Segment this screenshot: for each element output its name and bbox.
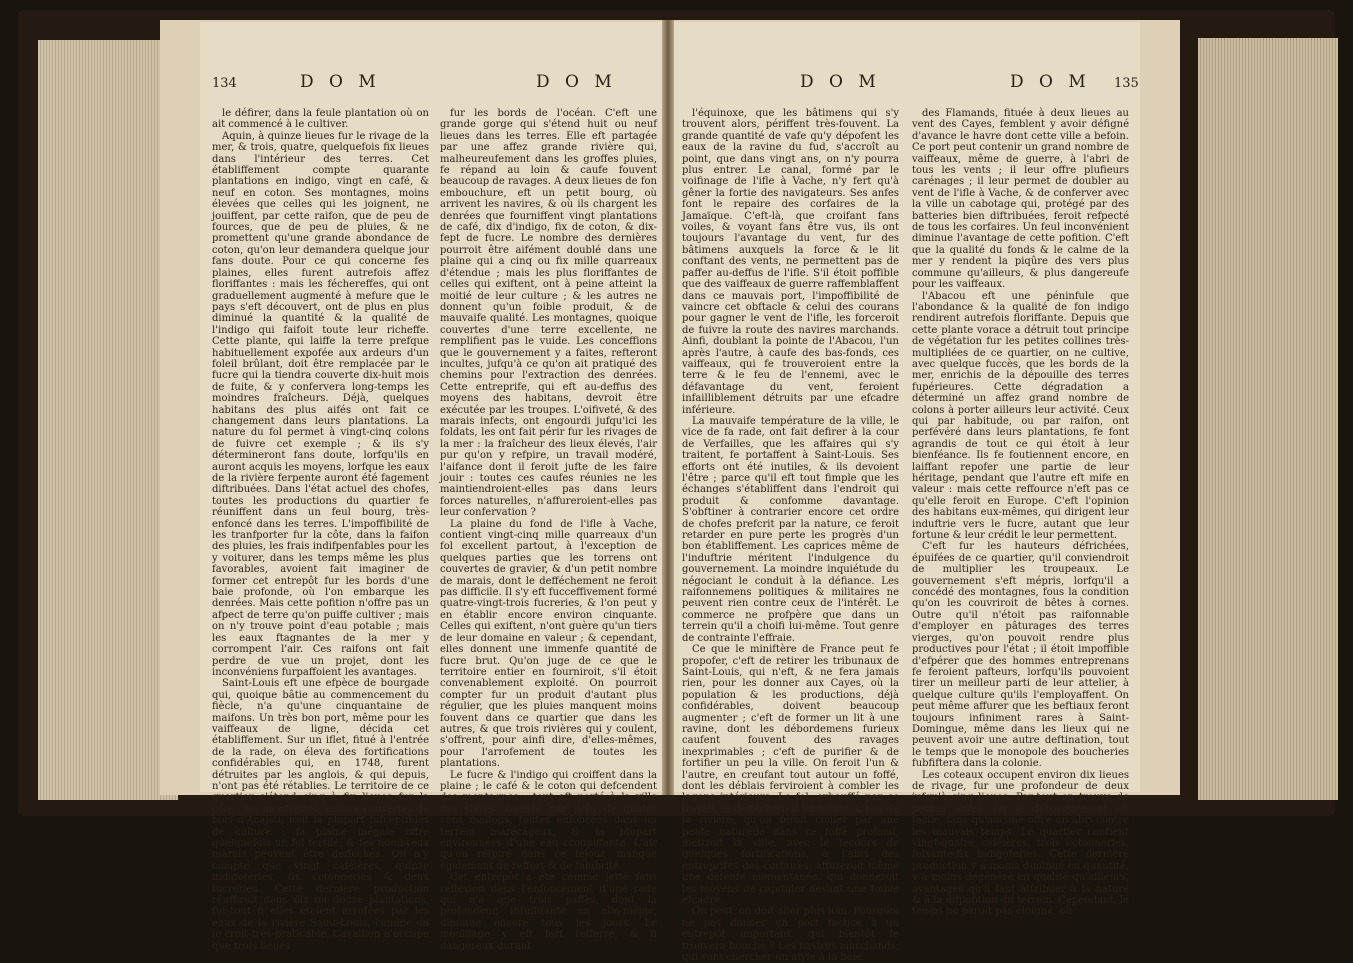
book-gutter <box>662 20 674 795</box>
left-running-head-left: D O M <box>300 72 381 92</box>
right-running-head-right: D O M <box>1010 72 1091 92</box>
paragraph: Le fucre & l'indigo qui croiffent dans la plaine ; le café & le coton qui defcendent des montagnes : tout eft porté à la ville des Cayes, formée par près de quatre cens maifons, toutes enfoncées dans un terrein marécageux, & la plupart environnées d'une eau croupiffante. L'air qu'on refpire dans ce féjour, manque également de reffort & de falubrité. <box>440 769 657 872</box>
left-page <box>200 22 662 952</box>
paragraph: La plaine du fond de l'ifle à Vache, contient vingt-cinq mille quarreaux d'un fol excellent partout, à l'exception de quelques parties que les torrens ont couvertes de gravier, & d'un petit nombre de marais, dont le defféchement ne feroit pas difficile. Il s'y eft fucceffivement formé quatre-vingt-trois fucreries, & l'on peut y en établir encore environ cinquante. Celles qui exiftent, n'ont guère qu'un tiers de leur domaine en valeur ; & cependant, elles donnent une immenfe quantité de fucre brut. Qu'on juge de ce que le territoire entier en fourniroit, s'il étoit convenablement exploité. On pourroit compter fur un produit d'autant plus régulier, que les pluies manquent moins fouvent dans ce quartier que dans les autres, & que trois rivières qui y coulent, s'offrent, pour ainfi dire, d'elles-mêmes, pour l'arrofement de toutes les plantations. <box>440 518 657 770</box>
paragraph: Aquin, à quinze lieues fur le rivage de la mer, & trois, quatre, quelquefois fix lieues dans l'intérieur des terres. Cet établiffement compte quarante plantations en indigo, vingt en café, & neuf en coton. Ses montagnes, moins élevées que celles qui les joignent, ne jouiffent, par cette raifon, que de peu de fources, que de peu de pluies, & ne promettent qu'une grande abondance de coton, qu'on leur demandera quelque jour fans doute. Pour ce qui concerne fes plaines, elles furent autrefois affez floriffantes : mais les féchereffes, qui ont graduellement augmenté à mefure que le pays s'eft découvert, ont de plus en plus diminué la quantité & la qualité de l'indigo qui faifoit toute leur richeffe. Cette plante, qui laiffe la terre prefque habituellement expofée aux ardeurs d'un foleil brûlant, doit être remplacée par le fucre qui la tiendra couverte dix-huit mois de fuite, & y confervera long-temps les moindres fraîcheurs. Déjà, quelques habitans des plus aifés ont fait ce changement dans leurs plantations. La nature du fol permet à vingt-cinq colons de fuivre cet exemple ; & ils s'y détermineront fans doute, lorfqu'ils en auront acquis les moyens, lorfque les eaux de la rivière ferpente auront été fagement diftribuées. Dans l'état actuel des chofes, toutes les productions du quartier fe réuniffent dans un feul bourg, très-enfoncé dans les terres. L'impoffibilité de les tranfporter fur la côte, dans la faifon des pluies, les frais indifpenfables pour les y voiturer, dans les temps même les plus favorables, avoient fait imaginer de former cet entrepôt fur les bords d'une baie profonde, où l'on embarque les denrées. Mais cette pofition n'offre pas un afpect de terre qu'on puiffe cultiver ; mais on n'y trouve point d'eau potable ; mais les eaux ftagnantes de la mer y corrompent l'air. Ces raifons ont fait perdre de vue un projet, dont les inconvéniens furpaffoient les avantages. <box>212 130 429 678</box>
paragraph: l'équinoxe, que les bâtimens qui s'y trouvent alors, périffent très-fouvent. La grande quantité de vafe qu'y dépofent les eaux de la ravine du fud, s'accroît au point, que dans vingt ans, on n'y pourra plus entrer. Le canal, formé par le voifinage de l'ifle à Vache, n'y fert qu'à gêner la fortie des navigateurs. Ses anfes font le repaire des corfaires de la Jamaïque. C'eft-là, que croifant fans voiles, & voyant fans être vus, ils ont toujours l'avantage du vent, fur des bâtimens auxquels la force & le lit conftant des vents, ne permettent pas de paffer au-deffus de l'ifle. S'il étoit poffible que des vaiffeaux de guerre raffemblaffent dans ce mauvais port, l'impoffibilité de vaincre cet obftacle & celui des courans pour gagner le vent de l'ifle, les forceroit de fuivre la route des navires marchands. Ainfi, doublant la pointe de l'Abacou, l'un après l'autre, à caufe des bas-fonds, ces vaiffeaux, qui fe trouveroient entre la terre & le feu de l'ennemi, avec le défavantage du vent, feroient infailliblement détruits par une efcadre inférieure. <box>682 108 899 416</box>
right-running-head-left: D O M <box>800 72 881 92</box>
right-page-number: 135 <box>1114 76 1139 91</box>
paragraph: Les coteaux occupent environ dix lieues de rivage, fur une profondeur de deux jufqu'à cinq lieues. Par-tout on trouve de petites anfes, où le débarquement eft facile, fans qu'aucune offre un abri contre les mauvais temps. Le quartier contient vingt-quatre caféières, trois cotonneries, foixante-fix indigoteries. Cette dernière production y a moins diminué en quantité, y a moins dégénéré en qualité qu'ailleurs, avantages qu'il faut attribuer à la nature & à la difpofition du terrein. Cependant, le temps ne paroît pas éloigné, où <box>912 769 1129 918</box>
right-column-1 <box>682 108 899 963</box>
left-running-head-right: D O M <box>536 72 617 92</box>
paragraph: La mauvaife température de la ville, le vice de fa rade, ont fait defirer à la cour de Verfailles, que les affaires qui s'y traitent, fe portaffent à Saint-Louis. Ses efforts ont été inutiles, & ils devoient l'être ; parce qu'il eft tout fimple que les échanges s'établiffent dans l'endroit qui produit & confomme davantage. S'obftiner à contrarier encore cet ordre de chofes prefcrit par la nature, ce feroit retarder en pure perte les progrès d'un bon établiffement. Les caprices même de l'induftrie méritent l'indulgence du gouvernement. La moindre inquiétude du négociant le conduit à la défiance. Les raifonnemens politiques & militaires ne peuvent rien contre ceux de l'intérêt. Le commerce ne profpère que dans un terrein qu'il a choifi lui-même. Tout genre de contrainte l'effraie. <box>682 415 899 644</box>
left-page-number: 134 <box>212 76 237 91</box>
right-column-2 <box>912 108 1129 918</box>
right-page-edges <box>1198 38 1338 800</box>
paragraph: des Flamands, fituée à deux lieues au vent des Cayes, femblent y avoir défigné d'avance le havre dont cette ville a befoin. Ce port peut contenir un grand nombre de vaiffeaux, même de guerre, à l'abri de tous les vents ; il leur offre plufieurs carénages ; il leur permet de doubler au vent de l'ifle à Vache, & de conferver avec la ville un cabotage qui, protégé par des batteries bien diftribuées, feroit refpecté de tous les corfaires. Un feul inconvénient diminue l'avantage de cette pofition. C'eft que la qualité du fonds & le calme de la mer y rendent la piqûre des vers plus commune qu'ailleurs, & plus dangereufe pour les vaiffeaux. <box>912 108 1129 291</box>
right-page <box>674 22 1140 963</box>
left-page-edges <box>38 40 178 800</box>
paragraph: Saint-Louis eft une efpèce de bourgade qui, quoique bâtie au commencement du fiècle, n'a qu'une cinquantaine de maifons. Un très bon port, même pour les vaiffeaux de ligne, décida cet établiffement. Sur un iflet, fitué à l'entrée de la rade, on éleva des fortifications confidérables qui, en 1748, furent détruites par les anglois, & qui depuis, n'ont pas été rétablies. Le territoire de ce quartier s'étend cinq à fix lieues fur la côte ; fes montagnes, encore couvertes de bois d'Acajou, font la plupart fufceptibles de culture ; fa plaine inégale offre quelquefois un fol fertile, & fes nombreux marais peuvent être defféchés. On n'y compte que vingt caféières, quinze indigoteries, fix cotonneries & deux fucreries. Cette dernière production réuffiroit dans dix ou douze plantations, fur-tout fi elles étoient arrofées par les eaux de la rivière Saint-Louis, comme on le croit très-praticable. Cavaillon n'occupe que trois lieues <box>212 678 429 952</box>
paragraph: On peut, on doit aller plus loin. Pourquoi ne pas donner un port factice à un entrepôt important, qui bientôt fe trouvera bouché ? Les navires marchands, qui vont chercher un afyle à la baie <box>682 906 899 963</box>
paragraph: Cet entrepôt a été comme jetté fans réflexion dans l'enfoncement d'une rade qui n'a que trois paffes, dont la profondeur, infuffifante en elle-même, diminue encore tous les jours. Le mouillage y eft fort refferré, & fi dangereux durant <box>440 872 657 952</box>
left-column-2 <box>440 108 657 952</box>
paragraph: le défirer, dans la feule plantation où on ait commencé à le cultiver. <box>212 108 429 131</box>
left-column-1 <box>212 108 429 952</box>
paragraph: l'Abacou eft une péninfule que l'abondance & la qualité de fon indigo rendirent autrefois floriffante. Depuis que cette plante vorace a détruit tout principe de végétation fur les petites collines très-multipliées de ce quartier, on ne cultive, avec quelque fuccès, que les bords de la mer, enrichis de la dépouille des terres fupérieures. Cette dégradation a déterminé un affez grand nombre de colons à porter ailleurs leur activité. Ceux qui par habitude, ou par raifon, ont perfévéré dans leurs plantations, fe font agrandis de tout ce qui étoit à leur bienféance. Ils fe foutiennent encore, en laiffant repofer une partie de leur héritage, pendant que l'autre eft mife en valeur : mais cette reffource n'eft pas ce qu'elle feroit en Europe. C'eft l'opinion des habitans eux-mêmes, qui dirigent leur induftrie vers le fucre, autant que leur fortune & leur crédit le leur permettent. <box>912 290 1129 542</box>
paragraph: fur les bords de l'océan. C'eft une grande gorge qui s'étend huit ou neuf lieues dans les terres. Elle eft partagée par une affez grande rivière qui, malheureufement dans les groffes pluies, fe répand au loin & caufe fouvent beaucoup de ravages. A deux lieues de fon embouchure, eft un petit bourg, où arrivent les navires, & où ils chargent les denrées que fourniffent vingt plantations de café, dix d'indigo, fix de coton, & dix-fept de fucre. Le nombre des dernières pourroit être aifément doublé dans une plaine qui a cinq ou fix mille quarreaux d'étendue ; mais les plus floriffantes de celles qui exiftent, ont à peine atteint la moitié de leur culture ; & les autres ne donnent qu'un foible produit, & de mauvaife qualité. Les montagnes, quoique couvertes d'une terre excellente, ne remplifient pas le vuide. Les conceffions que le gouvernement y a faites, refteront incultes, jufqu'à ce qu'on ait pratiqué des chemins pour l'extraction des denrées. Cette entreprife, qui eft au-deffus des moyens des habitans, devroit être exécutée par les troupes. L'oifiveté, & des marais infects, ont engourdi jufqu'ici les foldats, les ont fait périr fur les rivages de la mer : la fraîcheur des lieux élevés, l'air pur qu'on y refpire, un travail modéré, l'aifance dont il feroit jufte de les faire jouir : toutes ces caufes réunies ne les maintiendroient-elles pas dans leurs forces naturelles, n'affureroient-elles pas leur confervation ? <box>440 108 657 519</box>
paragraph: Ce que le miniftère de France peut fe propofer, c'eft de retirer les tribunaux de Saint-Louis, qui n'eft, & ne fera jamais rien, pour les donner aux Cayes, où la population & les productions, déjà confidérables, doivent beaucoup augmenter ; c'eft de former un lit à une ravine, dont les débordemens furieux caufent fouvent des ravages inexprimables ; c'eft de purifier & de fortifier un peu la ville. On feroit l'un & l'autre, en creufant tout autour un foffé, dont les déblais ferviroient à combler les lagons intérieurs. Le fol, exhauffé par ce travail, fe defféchero it lui-même. L'eau de la rivière, qu'on feroit couler par une pente naturelle dans ce foffé profond, mettroit la ville, avec le fecours de quelques fortifications, à l'abri des entreprifes des corfaires, affureroit même une défenfe momentanée, qui donneroit les moyens de capituler devant une foible efcadre. <box>682 644 899 907</box>
paragraph: C'eft fur les hauteurs défrichées, épuifées de ce quartier, qu'il conviendroit de multiplier les troupeaux. Le gouvernement s'eft mépris, lorfqu'il a concédé des montagnes, fous la condition qu'on les couvriroit de bêtes à cornes. Outre qu'il n'étoit pas raifonnable d'employer en pâturages des terres vierges, qu'on pouvoit rendre plus productives pour l'état ; il étoit impoffible d'efpérer que des hommes entreprenans fe feroient pafteurs, lorfqu'ils pouvoient tirer un meilleur parti de leur attelier, à quelque culture qu'ils l'employaffent. On peut même affurer que les beftiaux feront toujours infiniment rares à Saint-Domingue, même dans les lieux qui ne peuvent avoir une autre deftination, tout le temps que le monopole des boucheries fubfiftera dans la colonie. <box>912 541 1129 770</box>
